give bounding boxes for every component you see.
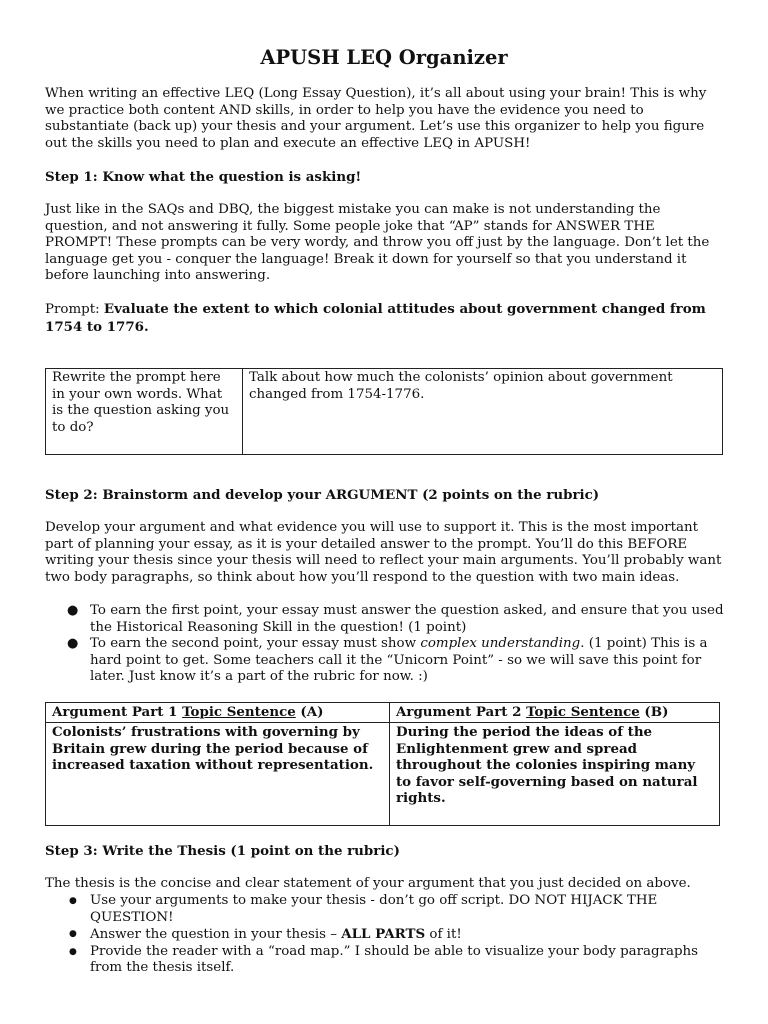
rewrite-answer-cell[interactable]: Talk about how much the colonists’ opinion about government changed from 1754-1776.: [243, 369, 723, 455]
argument-b-header: Argument Part 2 Topic Sentence (B): [390, 703, 720, 723]
step1-body: Just like in the SAQs and DBQ, the biggest mistake you can make is not understanding the question, and not answering it fully. Some people joke that “AP” stands for ANSWER THE PROMPT! These prompts can be very wordy, and throw you off just by the language. Don’t let the language get you - conquer the language! Break it down for yourself so that you understand it before launching into answering.: [45, 202, 710, 283]
argument-a-cell[interactable]: Colonists’ frustrations with governing by Britain grew during the period because of increased taxation without representation.: [46, 723, 390, 826]
argument-b-cell[interactable]: During the period the ideas of the Enlightenment grew and spread throughout the colonies inspiring many to favor self-governing based on natural rights.: [390, 723, 720, 826]
step2-bullet-list: [45, 603, 725, 686]
page-title: APUSH LEQ Organizer: [260, 46, 508, 69]
rewrite-label-cell: Rewrite the prompt here in your own words. What is the question asking you to do?: [46, 369, 243, 455]
argument-table: [45, 702, 720, 826]
step3-bullet-list: [45, 893, 725, 977]
bullet2-text-b: . (1 point) This is a hard point to get. Some teachers call it the “Unicorn Point” - so we will save this point for later. Just know it’s a part of the rubric for now. :): [90, 636, 708, 684]
prompt-paragraph: [45, 301, 725, 336]
list-item: ● To earn the first point, your essay must answer the question asked, and ensure that you used the Historical Reasoning Skill in the question! (1 point): [45, 603, 725, 636]
rewrite-prompt-table: [45, 368, 723, 455]
step2-heading: Step 2: Brainstorm and develop your ARGUMENT (2 points on the rubric): [45, 487, 600, 503]
step2-body: Develop your argument and what evidence you will use to support it. This is the most important part of planning your essay, as it is your detailed answer to the prompt. You’ll do this BEFORE writing your thesis since your thesis will need to reflect your main arguments. You’ll probably want two body paragraphs, so think about how you’ll respond to the question with two main ideas.: [45, 520, 722, 585]
list-item: ● Use your arguments to make your thesis - don’t go off script. DO NOT HIJACK THE QUESTION!: [45, 893, 725, 926]
list-item: ● Provide the reader with a “road map.” I should be able to visualize your body paragraphs from the thesis itself.: [45, 944, 725, 977]
bullet2-emphasis: complex understanding: [420, 636, 581, 651]
step3-body: The thesis is the concise and clear statement of your argument that you just decided on above.: [45, 876, 691, 891]
bullet2-text-a: To earn the second point, your essay must show: [90, 636, 421, 651]
step3-heading: Step 3: Write the Thesis (1 point on the rubric): [45, 843, 400, 859]
argument-a-header: Argument Part 1 Topic Sentence (A): [46, 703, 390, 723]
list-item: ● Answer the question in your thesis – ALL PARTS of it!: [45, 926, 725, 944]
list-item: [45, 636, 725, 686]
prompt-text: Evaluate the extent to which colonial attitudes about government changed from 1754 to 1776.: [45, 301, 706, 335]
prompt-label: Prompt:: [45, 302, 104, 317]
intro-paragraph: When writing an effective LEQ (Long Essay Question), it’s all about using your brain! This is why we practice both content AND skills, in order to help you have the evidence you need to substantiate (back up) your thesis and your argument. Let’s use this organizer to help you figure out the skills you need to plan and execute an effective LEQ in APUSH!: [45, 86, 707, 151]
step1-heading: Step 1: Know what the question is asking!: [45, 169, 362, 185]
